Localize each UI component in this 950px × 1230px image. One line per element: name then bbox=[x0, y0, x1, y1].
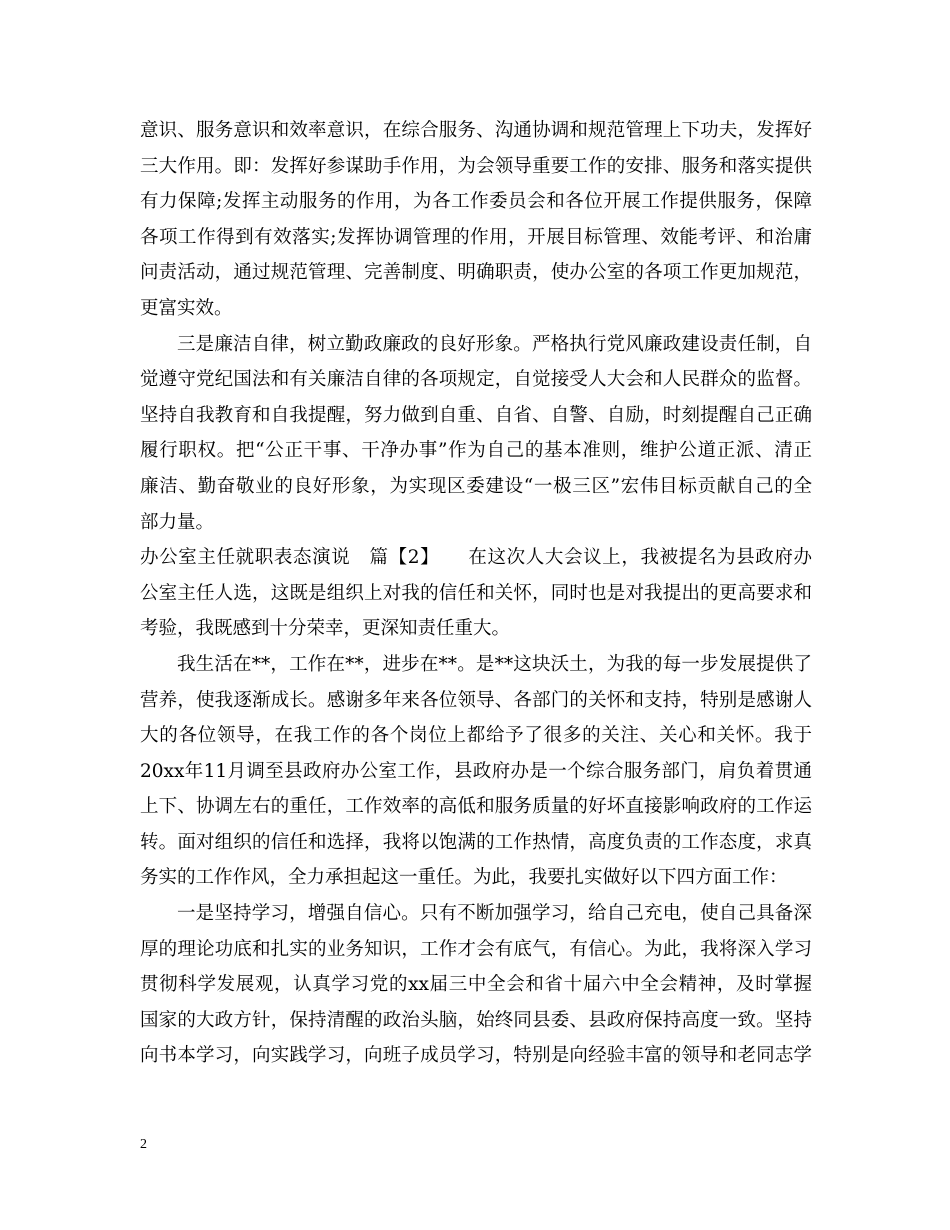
text-line: 问责活动，通过规范管理、完善制度、明确职责，使办公室的各项工作更加规范， bbox=[140, 262, 812, 284]
text-line: 转。面对组织的信任和选择，我将以饱满的工作热情，高度负责的工作态度，求真 bbox=[140, 831, 812, 853]
text-line: 上下、协调左右的重任，工作效率的高低和服务质量的好坏直接影响政府的工作运 bbox=[140, 796, 812, 818]
text-line: 大的各位领导，在我工作的各个岗位上都给予了很多的关注、关心和关怀。我于 bbox=[140, 725, 812, 747]
text-line: 各项工作得到有效落实;发挥协调管理的作用，开展目标管理、效能考评、和治庸 bbox=[140, 226, 812, 248]
text-line: 厚的理论功底和扎实的业务知识，工作才会有底气，有信心。为此，我将深入学习 bbox=[140, 938, 812, 960]
text-line: 国家的大政方针，保持清醒的政治头脑，始终同县委、县政府保持高度一致。坚持 bbox=[140, 1009, 812, 1031]
text-line: 坚持自我教育和自我提醒，努力做到自重、自省、自警、自励，时刻提醒自己正确 bbox=[140, 404, 812, 426]
page-number: 2 bbox=[140, 1137, 147, 1152]
text-line: 有力保障;发挥主动服务的作用，为各工作委员会和各位开展工作提供服务，保障 bbox=[140, 191, 812, 213]
text-line: 部力量。 bbox=[140, 511, 215, 533]
text-line: 公室主任人选，这既是组织上对我的信任和关怀，同时也是对我提出的更高要求和 bbox=[140, 582, 812, 604]
text-line: 廉洁、勤奋敬业的良好形象，为实现区委建设“一极三区”宏伟目标贡献自己的全 bbox=[140, 475, 812, 497]
text-line: 向书本学习，向实践学习，向班子成员学习，特别是向经验丰富的领导和老同志学 bbox=[140, 1045, 812, 1067]
text-line: 营养，使我逐渐成长。感谢多年来各位领导、各部门的关怀和支持，特别是感谢人 bbox=[140, 689, 812, 711]
text-line: 考验，我既感到十分荣幸，更深知责任重大。 bbox=[140, 618, 511, 640]
text-line: 觉遵守党纪国法和有关廉洁自律的各项规定，自觉接受人大会和人民群众的监督。 bbox=[140, 369, 812, 391]
text-line: 三是廉洁自律，树立勤政廉政的良好形象。严格执行党风廉政建设责任制，自 bbox=[177, 333, 812, 355]
text-line: 意识、服务意识和效率意识，在综合服务、沟通协调和规范管理上下功夫，发挥好 bbox=[140, 120, 812, 141]
text-line: 贯彻科学发展观，认真学习党的xx届三中全会和省十届六中全会精神，及时掌握 bbox=[140, 974, 812, 996]
text-line: 我生活在**，工作在**，进步在**。是**这块沃土，为我的每一步发展提供了 bbox=[177, 653, 812, 675]
text-line: 务实的工作作风，全力承担起这一重任。为此，我要扎实做好以下四方面工作： bbox=[140, 867, 788, 889]
text-line: 20xx年11月调至县政府办公室工作，县政府办是一个综合服务部门，肩负着贯通 bbox=[140, 760, 812, 782]
text-line: 一是坚持学习，增强自信心。只有不断加强学习，给自己充电，使自己具备深 bbox=[177, 903, 812, 925]
text-line: 三大作用。即：发挥好参谋助手作用，为会领导重要工作的安排、服务和落实提供 bbox=[140, 155, 812, 177]
text-line: 履行职权。把“公正干事、干净办事”作为自己的基本准则，维护公道正派、清正 bbox=[140, 440, 812, 462]
text-line: 更富实效。 bbox=[140, 297, 233, 319]
text-line: 办公室主任就职表态演说 篇【2】 在这次人大会议上，我被提名为县政府办 bbox=[140, 547, 812, 569]
document-body bbox=[140, 113, 812, 1074]
